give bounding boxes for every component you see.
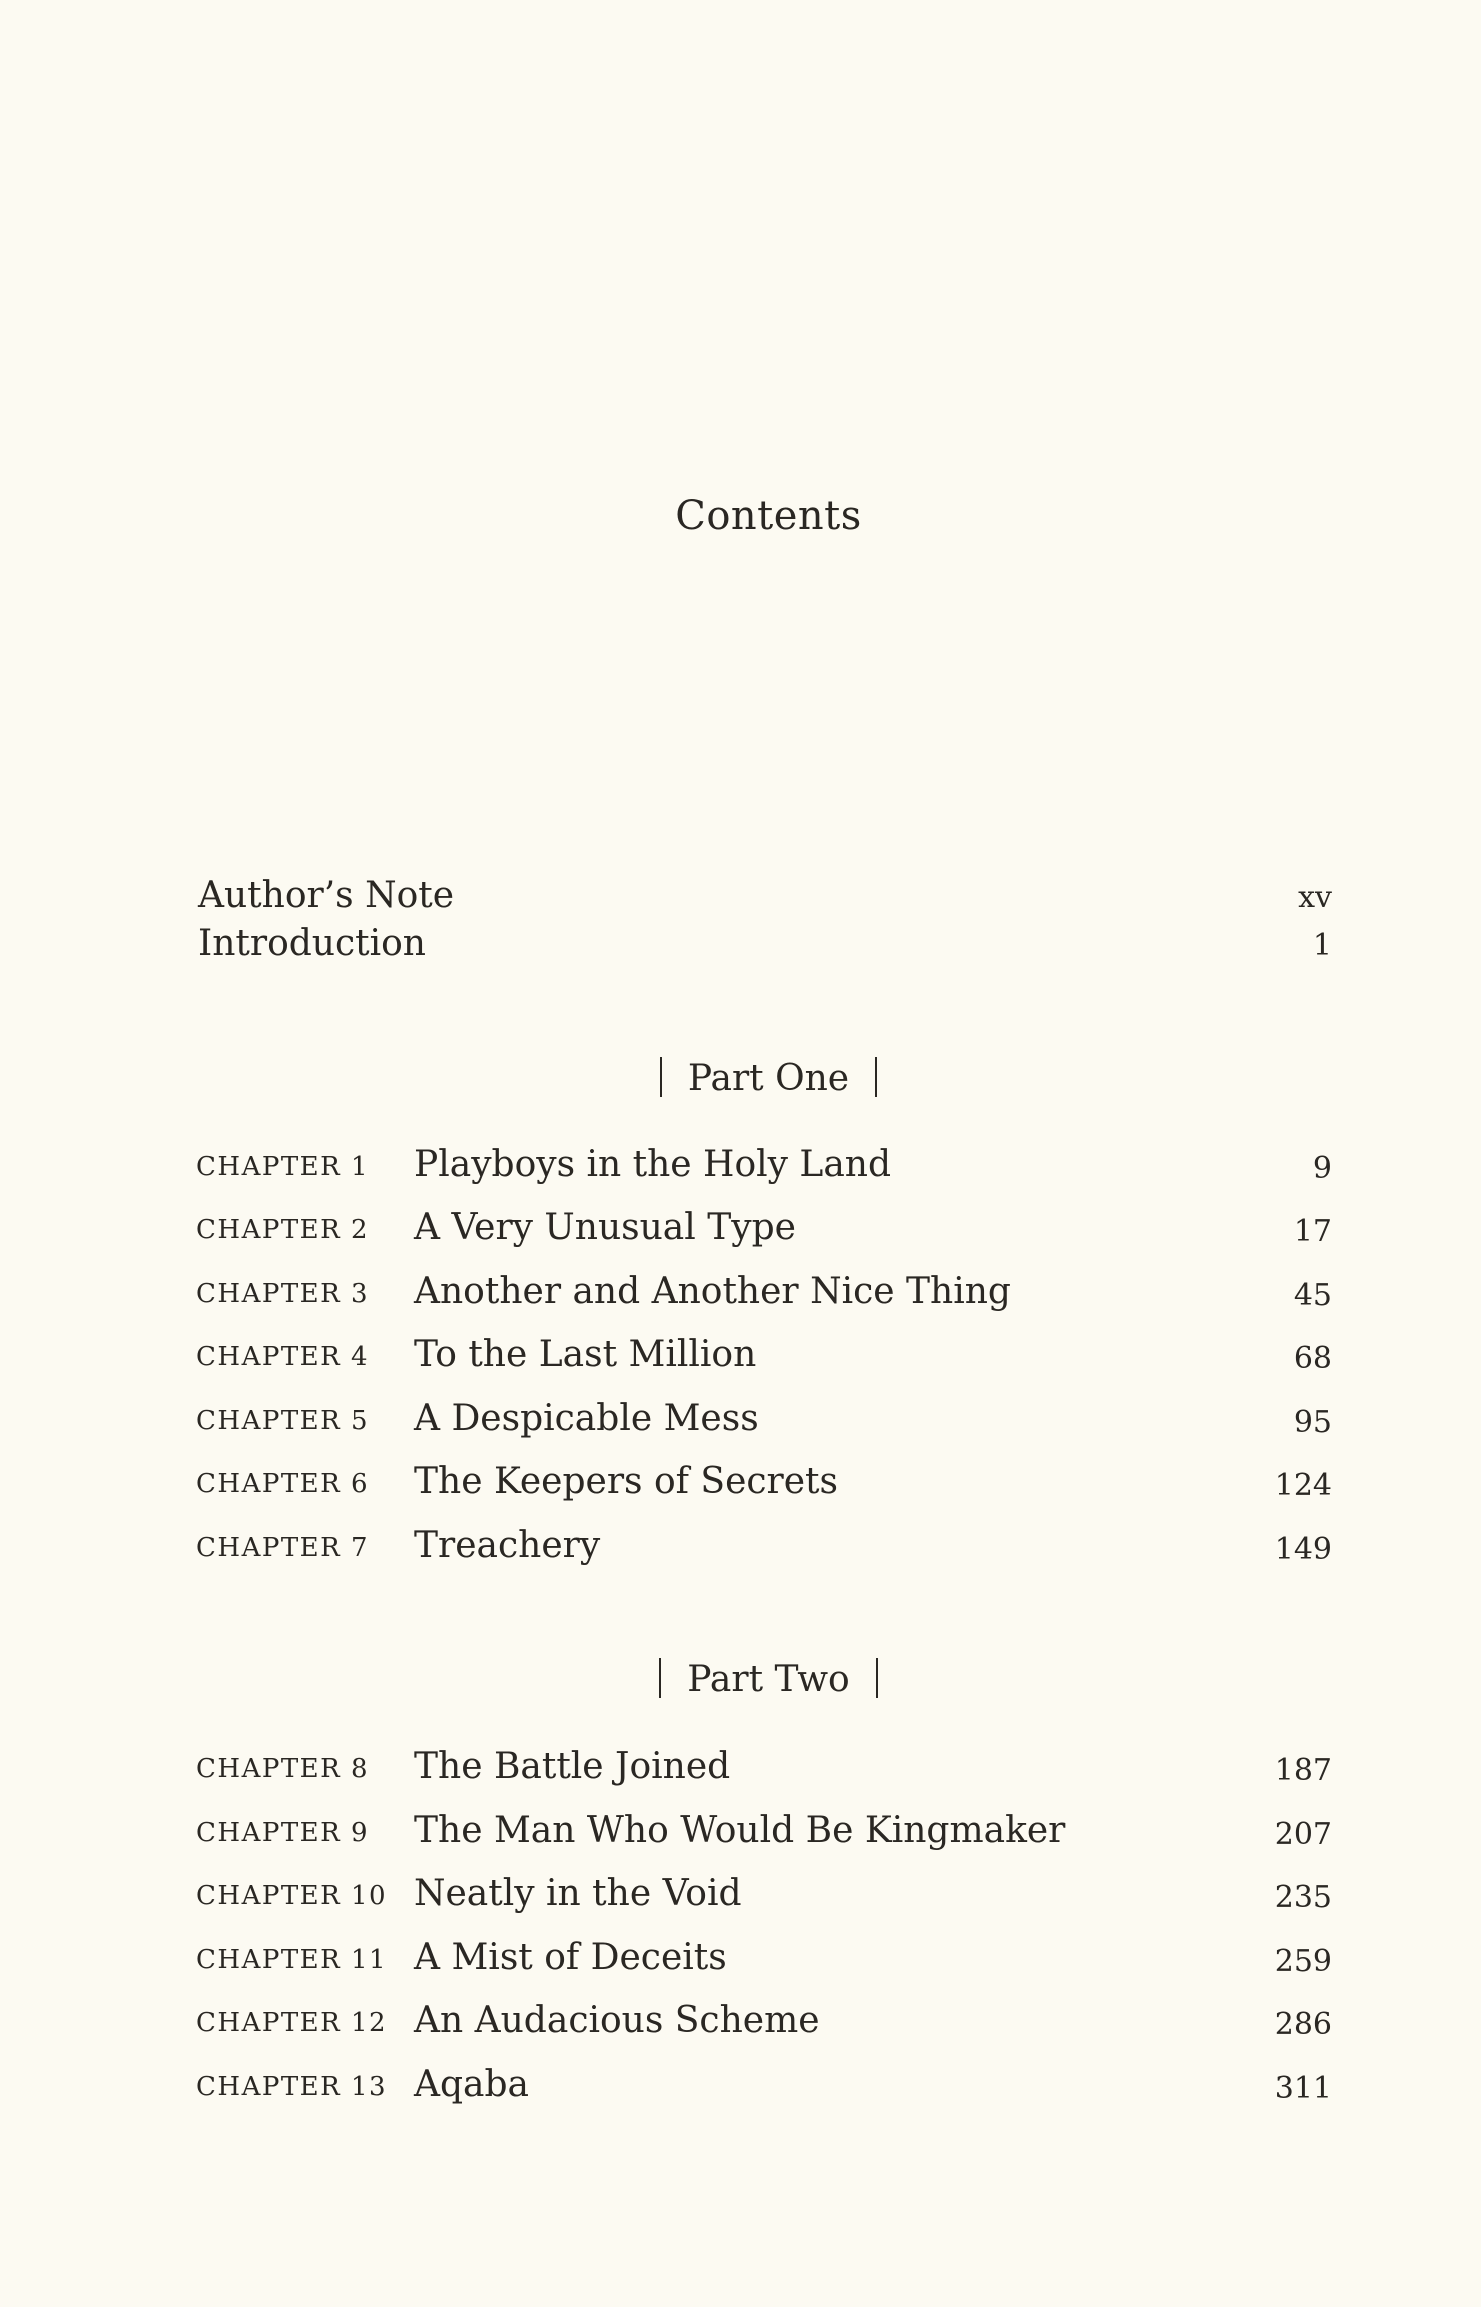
chapter-label: CHAPTER 6 (196, 1469, 370, 1499)
chapter-page-number: 95 (1293, 1405, 1332, 1440)
heading-rule-left (659, 1658, 661, 1698)
part-heading-two (0, 1651, 1481, 1705)
chapter-title: A Despicable Mess (414, 1398, 759, 1439)
entry-title: Introduction (198, 923, 426, 964)
toc-chapter-row (196, 1264, 1332, 1320)
toc-entry-authors-note (198, 872, 1332, 920)
toc-chapter-row (196, 1930, 1332, 1986)
toc-chapter-row (196, 1518, 1332, 1574)
part-heading-one (0, 1050, 1481, 1104)
chapter-label: CHAPTER 3 (196, 1279, 370, 1309)
chapter-page-number: 9 (1312, 1151, 1332, 1186)
chapter-page-number: 207 (1274, 1817, 1332, 1852)
chapter-page-number: 311 (1274, 2071, 1332, 2106)
chapter-page-number: 68 (1293, 1341, 1332, 1376)
part-title: Part One (687, 1058, 850, 1099)
chapter-title: Treachery (414, 1525, 601, 1566)
chapter-label: CHAPTER 10 (196, 1881, 388, 1911)
chapter-title: A Mist of Deceits (414, 1937, 727, 1978)
chapter-title: The Keepers of Secrets (414, 1461, 838, 1502)
chapter-label: CHAPTER 5 (196, 1406, 370, 1436)
chapter-title: To the Last Million (414, 1334, 757, 1375)
chapter-label: CHAPTER 8 (196, 1754, 370, 1784)
toc-chapter-row (196, 1391, 1332, 1447)
toc-chapter-row (196, 1739, 1332, 1795)
chapter-title: Neatly in the Void (414, 1873, 742, 1914)
chapter-title: An Audacious Scheme (414, 2000, 820, 2041)
chapter-label: CHAPTER 11 (196, 1945, 388, 1975)
toc-chapter-row (196, 1327, 1332, 1383)
chapter-title: Another and Another Nice Thing (414, 1271, 1011, 1312)
toc-chapter-row (196, 1803, 1332, 1859)
chapter-title: Aqaba (414, 2064, 530, 2105)
toc-chapter-row (196, 1866, 1332, 1922)
heading-rule-left (660, 1057, 662, 1097)
toc-chapter-row (196, 1993, 1332, 2049)
chapter-page-number: 124 (1274, 1468, 1332, 1503)
chapter-page-number: 235 (1274, 1880, 1332, 1915)
chapter-label: CHAPTER 13 (196, 2072, 388, 2102)
chapter-page-number: 187 (1274, 1753, 1332, 1788)
toc-chapter-row (196, 1200, 1332, 1256)
chapter-label: CHAPTER 4 (196, 1342, 370, 1372)
chapter-title: The Battle Joined (414, 1746, 731, 1787)
chapter-page-number: 17 (1293, 1214, 1332, 1249)
chapter-page-number: 259 (1274, 1944, 1332, 1979)
part-title: Part Two (687, 1659, 850, 1700)
chapter-label: CHAPTER 12 (196, 2008, 388, 2038)
page-title: Contents (675, 493, 862, 539)
chapter-label: CHAPTER 7 (196, 1533, 370, 1563)
chapter-page-number: 45 (1293, 1278, 1332, 1313)
toc-chapter-row (196, 1137, 1332, 1193)
chapter-title: Playboys in the Holy Land (414, 1144, 892, 1185)
chapter-title: The Man Who Would Be Kingmaker (414, 1810, 1066, 1851)
chapter-page-number: 149 (1274, 1532, 1332, 1567)
heading-rule-right (876, 1658, 878, 1698)
entry-page-number: 1 (1312, 928, 1332, 963)
toc-chapter-row (196, 1454, 1332, 1510)
chapter-label: CHAPTER 9 (196, 1818, 370, 1848)
chapter-page-number: 286 (1274, 2007, 1332, 2042)
entry-title: Author’s Note (198, 875, 455, 916)
toc-entry-introduction (198, 920, 1332, 968)
heading-rule-right (875, 1057, 877, 1097)
chapter-label: CHAPTER 1 (196, 1152, 370, 1182)
entry-page-number: xv (1298, 880, 1332, 915)
chapter-title: A Very Unusual Type (414, 1207, 796, 1248)
toc-chapter-row (196, 2057, 1332, 2113)
chapter-label: CHAPTER 2 (196, 1215, 370, 1245)
